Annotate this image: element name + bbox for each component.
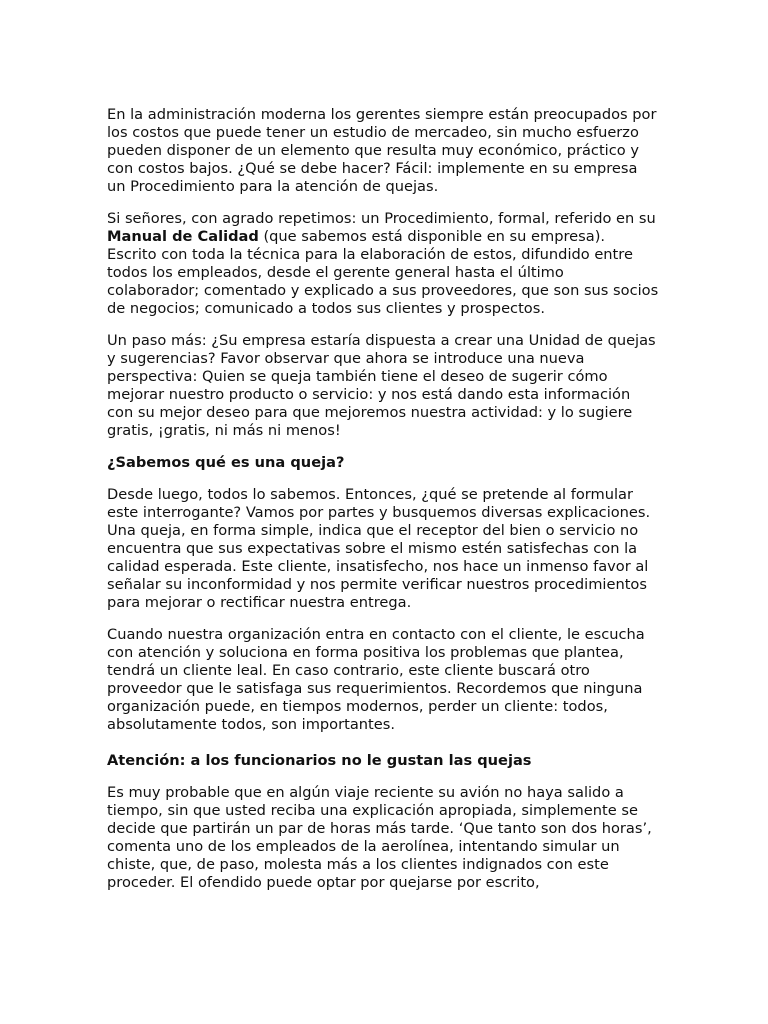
manual-de-calidad-bold: Manual de Calidad bbox=[107, 228, 259, 245]
paragraph-intro: En la administración moderna los gerentes siempre están preocupados por los costos que puede tener un estudio de mercadeo, sin mucho esfuerzo pueden disponer de un elemento que resulta muy económico, práctico y con costos bajos. ¿Qué se debe hacer? Fácil: implemente en su empresa un Procedimiento para la atención de quejas. bbox=[107, 106, 657, 195]
heading-what-is-complaint: ¿Sabemos qué es una queja? bbox=[107, 454, 345, 471]
paragraph-unit-of-complaints: Un paso más: ¿Su empresa estaría dispuesta a crear una Unidad de quejas y sugerencias? Favor observar que ahora se introduce una nueva perspectiva: Quien se queja también tiene el deseo de sugerir cómo mejorar nuestro producto o servicio: y nos está dando esta información con su mejor deseo para que mejoremos nuestra actividad: y lo sugiere gratis, ¡gratis, ni más ni menos! bbox=[107, 332, 656, 439]
paragraph-procedure bbox=[107, 210, 659, 318]
paragraph-procedure-text-end: (que sabemos está disponible en su empresa). Escrito con toda la técnica para la elaboración de estos, difundido entre todos los empleados, desde el gerente general hasta el último colaborador; comentado y explicado a sus proveedores, que son sus socios de negocios; comunicado a todos sus clientes y prospectos. bbox=[107, 228, 659, 317]
paragraph-loyal-customer: Cuando nuestra organización entra en contacto con el cliente, le escucha con atención y soluciona en forma positiva los problemas que plantea, tendrá un cliente leal. En caso contrario, este cliente buscará otro proveedor que le satisfaga sus requerimientos. Recordemos que ninguna organización puede, en tiempos modernos, perder un cliente: todos, absolutamente todos, son importantes. bbox=[107, 626, 645, 733]
paragraph-complaint-definition: Desde luego, todos lo sabemos. Entonces, ¿qué se pretende al formular este interrogante? Vamos por partes y busquemos diversas explicaciones. Una queja, en forma simple, indica que el receptor del bien o servicio no encuentra que sus expectativas sobre el mismo estén satisfechas con la calidad esperada. Este cliente, insatisfecho, nos hace un inmenso favor al señalar su inconformidad y nos permite verificar nuestros procedimientos para mejorar o rectificar nuestra entrega. bbox=[107, 486, 651, 611]
paragraph-airline-example: Es muy probable que en algún viaje reciente su avión no haya salido a tiempo, sin que usted reciba una explicación apropiada, simplemente se decide que partirán un par de horas más tarde. ‘Que tanto son dos horas’, comenta uno de los empleados de la aerolínea, intentando simular un chiste, que, de paso, molesta más a los clientes indignados con este proceder. El ofendido puede optar por quejarse por escrito, bbox=[107, 784, 652, 891]
heading-officials-dislike-complaints: Atención: a los funcionarios no le gustan las quejas bbox=[107, 752, 532, 769]
paragraph-procedure-text-start: Si señores, con agrado repetimos: un Procedimiento, formal, referido en su bbox=[107, 210, 656, 227]
document-page bbox=[107, 106, 659, 906]
